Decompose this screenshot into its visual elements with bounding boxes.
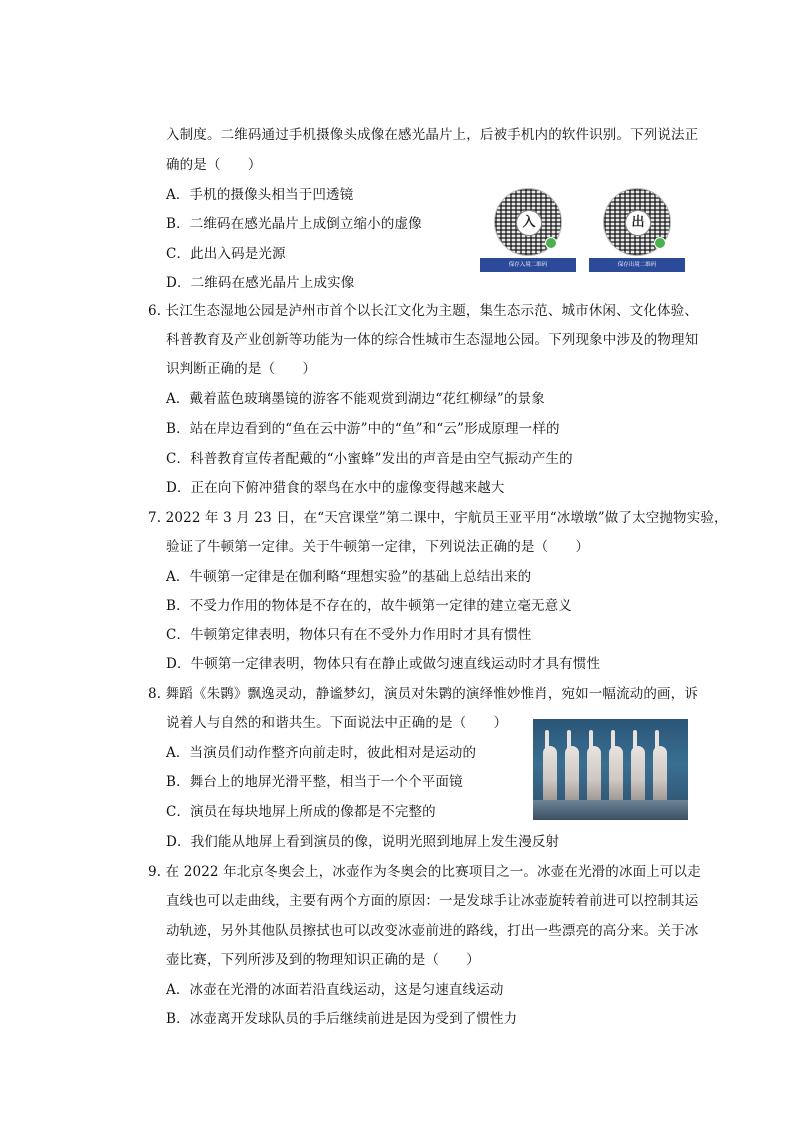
text-line: 验证了牛顿第一定律。关于牛顿第一定律，下列说法正确的是（ ） xyxy=(166,539,590,555)
option-line: B．站在岸边看到的“鱼在云中游”中的“鱼”和“云”形成原理一样的 xyxy=(166,421,560,437)
option-line: A．当演员们动作整齐向前走时，彼此相对是运动的 xyxy=(166,745,477,761)
question-8-stem: 8. 舞蹈《朱鹮》飘逸灵动，静谧梦幻，演员对朱鹮的演绎惟妙惟肖，宛如一幅流动的画，诉 xyxy=(148,686,698,702)
text-line: 说着人与自然的和谐共生。下面说法中正确的是（ ） xyxy=(166,715,508,731)
option-line: B．冰壶离开发球队员的手后继续前进是因为受到了惯性力 xyxy=(166,1011,518,1027)
qr-caption: 保存出境二维码 xyxy=(589,258,685,272)
question-6-stem: 6. 长江生态湿地公园是泸州市首个以长江文化为主题，集生态示范、城市休闲、文化体验、 xyxy=(148,303,698,319)
text-line: 科普教育及产业创新等功能为一体的综合性城市生态湿地公园。下列现象中涉及的物理知 xyxy=(166,332,699,348)
dancer-figure xyxy=(609,746,623,802)
option-line: A．牛顿第一定律是在伽利略“理想实验”的基础上总结出来的 xyxy=(166,569,532,585)
text-line: 入制度。二维码通过手机摄像头成像在感光晶片上，后被手机内的软件识别。下列说法正 xyxy=(166,127,699,143)
stage-floor xyxy=(533,800,688,820)
wechat-badge-icon xyxy=(654,237,666,249)
text-line: 直线也可以走曲线，主要有两个方面的原因：一是发球手让冰壶旋转着前进可以控制其运 xyxy=(166,893,699,909)
text-line: 动轨迹，另外其他队员擦拭也可以改变冰壶前进的路线，打出一些漂亮的高分来。关于冰 xyxy=(166,923,699,939)
question-7-stem: 7. 2022 年 3 月 23 日，在“天宫课堂”第二课中，宇航员王亚平用“冰墩墩”做了太空抛物实验， xyxy=(148,510,728,526)
dancer-figure xyxy=(543,746,557,802)
option-line: A．手机的摄像头相当于凹透镜 xyxy=(166,187,354,203)
dancer-figure xyxy=(653,746,667,802)
option-line: C．演员在每块地屏上所成的像都是不完整的 xyxy=(166,804,436,820)
dance-photo xyxy=(533,719,688,820)
text-line: 壶比赛，下列所涉及到的物理知识正确的是（ ） xyxy=(166,952,480,968)
dancer-figure xyxy=(565,746,579,802)
qr-center-char: 出 xyxy=(625,210,651,236)
exit-qr-code xyxy=(589,188,685,274)
wechat-badge-icon xyxy=(545,237,557,249)
question-9-stem: 9. 在 2022 年北京冬奥会上，冰壶作为冬奥会的比赛项目之一。冰壶在光滑的冰面上可以走 xyxy=(148,864,701,880)
option-line: D．二维码在感光晶片上成实像 xyxy=(166,275,355,291)
qr-center-char: 入 xyxy=(516,210,542,236)
text-line: 确的是（ ） xyxy=(166,157,262,173)
option-line: B．舞台上的地屏光滑平整，相当于一个个平面镜 xyxy=(166,774,463,790)
option-line: C．此出入码是光源 xyxy=(166,246,286,262)
option-line: D．牛顿第一定律表明，物体只有在静止或做匀速直线运动时才具有惯性 xyxy=(166,656,601,672)
dancer-figure xyxy=(631,746,645,802)
qr-caption: 保存入境二维码 xyxy=(480,258,576,272)
option-line: B．不受力作用的物体是不存在的，故牛顿第一定律的建立毫无意义 xyxy=(166,598,572,614)
qr-code-icon xyxy=(603,188,671,256)
option-line: D．我们能从地屏上看到演员的像，说明光照到地屏上发生漫反射 xyxy=(166,834,560,850)
option-line: A．戴着蓝色玻璃墨镜的游客不能观赏到湖边“花红柳绿”的景象 xyxy=(166,391,545,407)
option-line: B．二维码在感光晶片上成倒立缩小的虚像 xyxy=(166,216,422,232)
entry-qr-code xyxy=(480,188,576,274)
option-line: C．科普教育宣传者配戴的“小蜜蜂”发出的声音是由空气振动产生的 xyxy=(166,451,573,467)
option-line: A．冰壶在光滑的冰面若沿直线运动，这是匀速直线运动 xyxy=(166,982,504,998)
text-line: 识判断正确的是（ ） xyxy=(166,361,317,377)
option-line: C．牛顿第定律表明，物体只有在不受外力作用时才具有惯性 xyxy=(166,627,532,643)
qr-code-icon xyxy=(494,188,562,256)
dancer-figure xyxy=(587,746,601,802)
option-line: D．正在向下俯冲猎食的翠鸟在水中的虚像变得越来越大 xyxy=(166,480,505,496)
